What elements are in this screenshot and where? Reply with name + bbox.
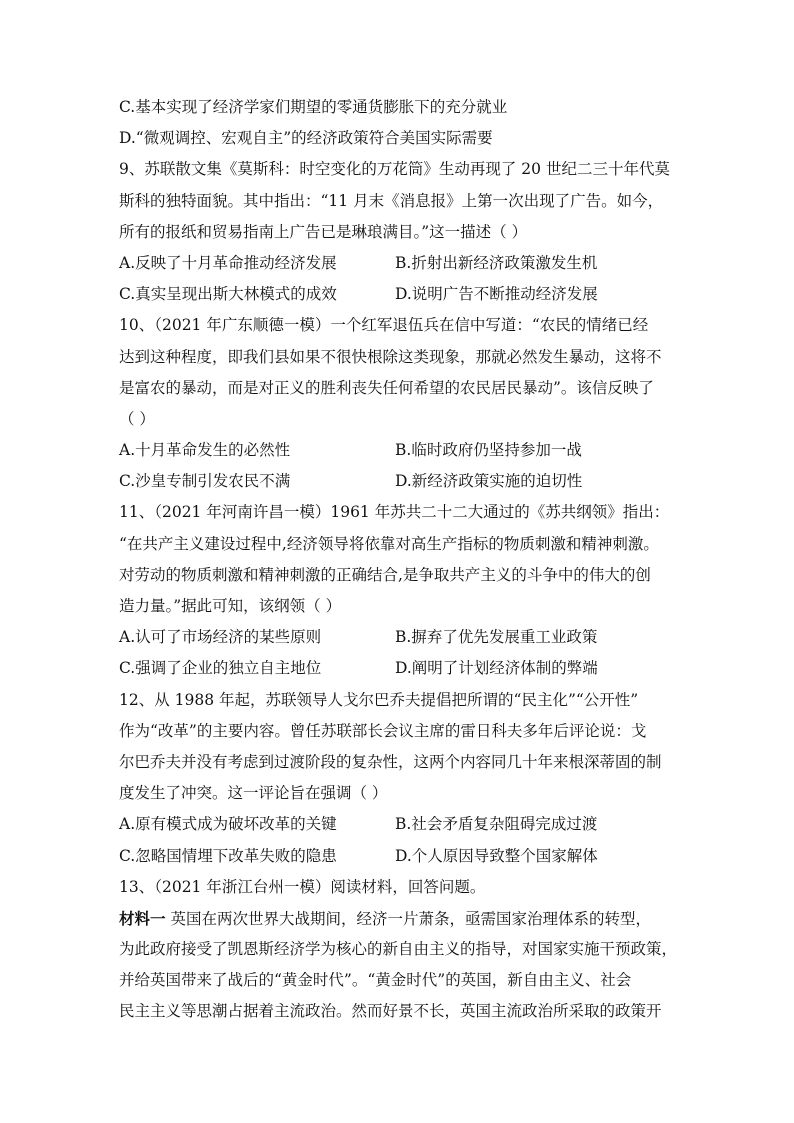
- question-12-options-ab: [119, 809, 679, 840]
- question-9-line-1: 9、苏联散文集《莫斯科：时空变化的万花筒》生动再现了 20 世纪二三十年代莫: [119, 160, 670, 179]
- question-12-line-3: 尔巴乔夫并没有考虑到过渡阶段的复杂性，这两个内容同几十年来根深蒂固的制: [119, 752, 662, 771]
- question-10-options-ab: [119, 435, 679, 466]
- question-11-option-b: B.摒弃了优先发展重工业政策: [395, 628, 598, 647]
- question-9-option-d: D.说明广告不断推动经济发展: [395, 285, 598, 304]
- question-9-option-a: A.反映了十月革命推动经济发展: [119, 253, 337, 272]
- material-1-line-2: 为此政府接受了凯恩斯经济学为核心的新自由主义的指导，对国家实施干预政策，: [119, 940, 678, 959]
- option-d-q8: D.“微观调控、宏观自主”的经济政策符合美国实际需要: [119, 129, 493, 148]
- option-c-q8: C.基本实现了经济学家们期望的零通货膨胀下的充分就业: [119, 98, 508, 116]
- question-12-option-a: A.原有模式成为破坏改革的关键: [119, 815, 337, 834]
- question-10-option-b: B.临时政府仍坚持参加一战: [395, 441, 582, 460]
- question-11-line-1: 11、（2021 年河南许昌一模）1961 年苏共二十二大通过的《苏共纲领》指出：: [119, 503, 670, 522]
- question-10-line-2: 达到这种程度，即我们县如果不很快根除这类现象，那就必然发生暴动，这将不: [119, 347, 662, 366]
- question-9-options-cd: [119, 279, 679, 310]
- question-10-option-a: A.十月革命发生的必然性: [119, 441, 291, 460]
- question-11-option-a: A.认可了市场经济的某些原则: [119, 628, 322, 647]
- question-12-options-cd: [119, 841, 679, 872]
- question-12-line-4: 度发生了冲突。这一评论旨在强调（ ）: [119, 784, 388, 803]
- question-10-option-d: D.新经济政策实施的迫切性: [395, 472, 583, 491]
- material-1-line-1: [119, 903, 679, 934]
- question-12-option-c: C.忽略国情埋下改革失败的隐患: [119, 846, 337, 865]
- question-12-option-b: B.社会矛盾复杂阻碍完成过渡: [395, 815, 598, 834]
- material-1-label: 材料一: [119, 908, 166, 928]
- question-12-option-d: D.个人原因导致整个国家解体: [395, 846, 598, 865]
- document-content: [119, 92, 679, 1028]
- question-11-line-3: 对劳动的物质刺激和精神刺激的正确结合,是争取共产主义的斗争中的伟大的创: [119, 565, 651, 584]
- question-10-line-1: 10、（2021 年广东顺德一模）一个红军退伍兵在信中写道：“农民的情绪已经: [119, 316, 649, 335]
- question-11-options-cd: [119, 653, 679, 684]
- question-11-options-ab: [119, 622, 679, 653]
- question-9-option-c: C.真实呈现出斯大林模式的成效: [119, 285, 337, 304]
- question-10-line-3: 是富农的暴动，而是对正义的胜利丧失任何希望的农民居民暴动”。该信反映了: [119, 378, 654, 397]
- question-9-line-2: 斯科的独特面貌。其中指出：“11 月末《消息报》上第一次出现了广告。如今，: [119, 191, 664, 210]
- material-1-line-4: 民主主义等思潮占据着主流政治。然而好景不长，英国主流政治所采取的政策开: [119, 1002, 662, 1021]
- question-13-line-1: 13、（2021 年浙江台州一模）阅读材料，回答问题。: [119, 877, 486, 896]
- question-10-line-4: （ ）: [119, 409, 155, 428]
- question-11-option-c: C.强调了企业的独立自主地位: [119, 659, 322, 678]
- question-9-options-ab: [119, 248, 679, 279]
- question-9-option-b: B.折射出新经济政策激发生机: [395, 253, 598, 272]
- question-10-option-c: C.沙皇专制引发农民不满: [119, 472, 291, 491]
- material-1-line-3: 并给英国带来了战后的“黄金时代”。“黄金时代”的英国，新自由主义、社会: [119, 971, 632, 990]
- question-12-line-2: 作为“改革”的主要内容。曾任苏联部长会议主席的雷日科夫多年后评论说：戈: [119, 721, 647, 740]
- question-9-line-3: 所有的报纸和贸易指南上广告已是琳琅满目。”这一描述（ ）: [119, 222, 528, 241]
- question-11-option-d: D.阐明了计划经济体制的弊端: [395, 659, 598, 678]
- material-1-text-1: 英国在两次世界大战期间，经济一片萧条，亟需国家治理体系的转型，: [165, 909, 651, 928]
- question-11-line-4: 造力量。”据此可知，该纲领（ ）: [119, 597, 342, 615]
- question-10-options-cd: [119, 466, 679, 497]
- question-12-line-1: 12、从 1988 年起，苏联领导人戈尔巴乔夫提倡把所谓的“民主化”“公开性”: [119, 690, 639, 709]
- question-11-line-2: “在共产主义建设过程中,经济领导将依靠对高生产指标的物质刺激和精神刺激。: [119, 534, 659, 553]
